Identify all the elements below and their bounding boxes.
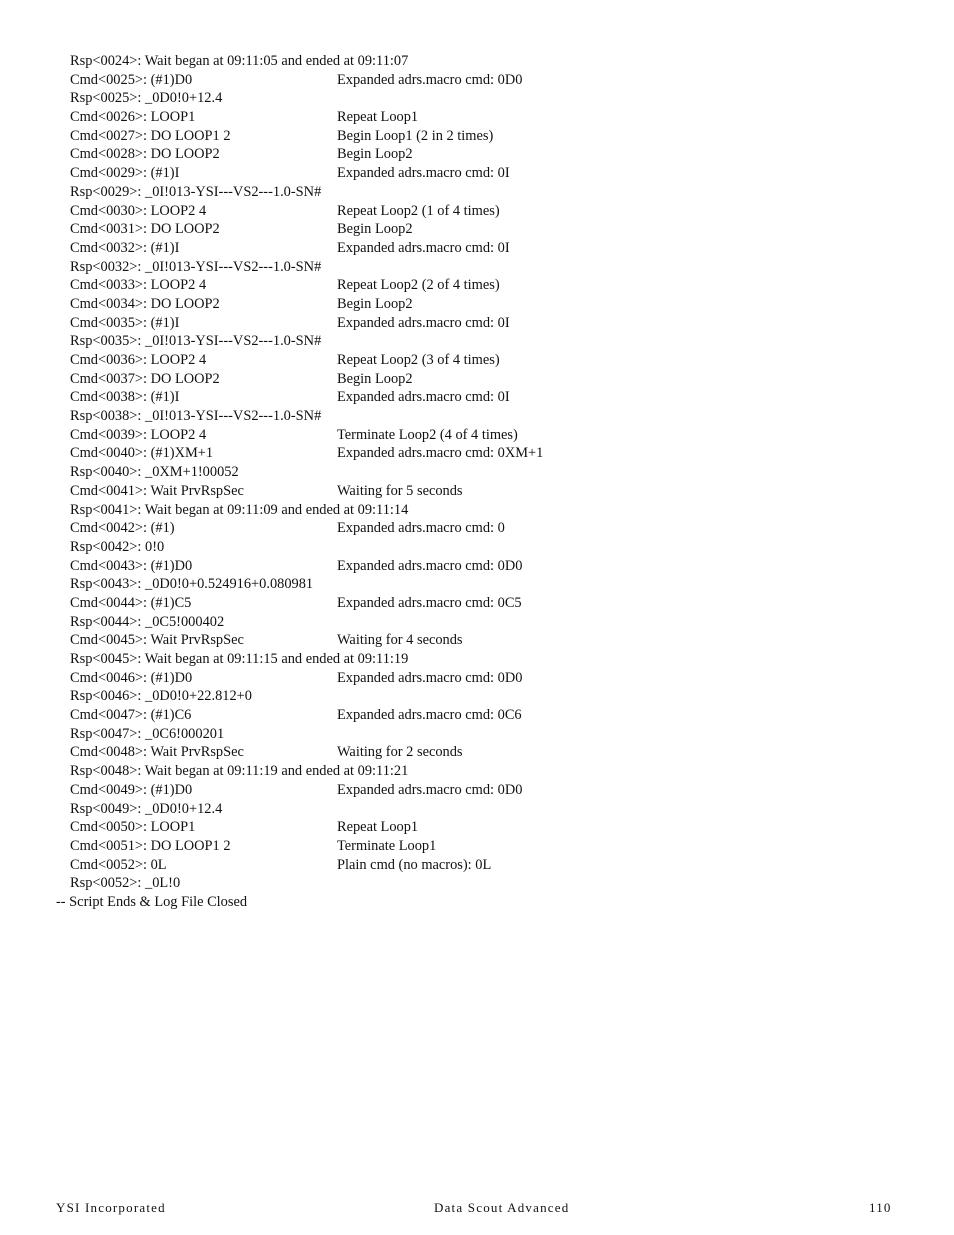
log-line — [0, 482, 954, 501]
log-line-note: Expanded adrs.macro cmd: 0C5 — [337, 594, 522, 611]
log-line — [0, 613, 954, 632]
log-line-note: Waiting for 5 seconds — [337, 482, 463, 499]
footer-company: YSI Incorporated — [56, 1200, 166, 1215]
log-line-note: Waiting for 4 seconds — [337, 632, 463, 649]
log-line — [0, 743, 954, 762]
log-line-text: Rsp<0043>: _0D0!0+0.524916+0.080981 — [70, 576, 314, 593]
log-line-text: Rsp<0048>: Wait began at 09:11:19 and ended at 09:11:21 — [70, 763, 409, 780]
log-line — [0, 594, 954, 613]
log-line-note: Waiting for 2 seconds — [337, 744, 463, 761]
log-line-text: Rsp<0045>: Wait began at 09:11:15 and ended at 09:11:19 — [70, 651, 409, 667]
log-line — [0, 519, 954, 538]
log-line — [0, 650, 954, 669]
log-line — [0, 220, 954, 239]
log-line-note: Terminate Loop1 — [337, 837, 437, 854]
log-line — [0, 258, 954, 277]
log-line-note: Plain cmd (no macros): 0L — [337, 856, 492, 873]
log-line — [0, 501, 954, 520]
log-line-note: Begin Loop2 — [337, 295, 413, 312]
log-line-text: Cmd<0040>: (#1)XM+1 — [70, 445, 214, 462]
log-line — [0, 426, 954, 445]
log-line — [0, 127, 954, 146]
log-line-note: Repeat Loop2 (2 of 4 times) — [337, 277, 500, 294]
log-line — [0, 706, 954, 725]
log-line — [0, 669, 954, 688]
log-line-text: Cmd<0035>: (#1)I — [70, 314, 180, 331]
log-line-text: Rsp<0029>: _0I!013-YSI---VS2---1.0-SN# — [70, 183, 322, 200]
log-line-note: Expanded adrs.macro cmd: 0C6 — [337, 707, 522, 724]
log-line-text: Rsp<0044>: _0C5!000402 — [70, 613, 225, 630]
log-line-note: Expanded adrs.macro cmd: 0I — [337, 165, 510, 182]
log-line-text: Cmd<0048>: Wait PrvRspSec — [70, 744, 244, 761]
log-line — [0, 370, 954, 389]
page-footer — [0, 1198, 954, 1218]
log-line — [0, 856, 954, 875]
log-line-text: Cmd<0045>: Wait PrvRspSec — [70, 632, 244, 649]
log-line — [0, 407, 954, 426]
log-line — [0, 687, 954, 706]
log-line — [0, 89, 954, 108]
log-line-note: Expanded adrs.macro cmd: 0D0 — [337, 71, 523, 88]
log-line-text: Cmd<0049>: (#1)D0 — [70, 781, 193, 798]
log-line-text: Rsp<0046>: _0D0!0+22.812+0 — [70, 688, 252, 705]
log-line-note: Expanded adrs.macro cmd: 0I — [337, 389, 510, 406]
log-line — [0, 874, 954, 893]
log-line-text: Cmd<0038>: (#1)I — [70, 389, 180, 406]
log-line-text: Cmd<0046>: (#1)D0 — [70, 669, 193, 686]
log-line-text: Rsp<0035>: _0I!013-YSI---VS2---1.0-SN# — [70, 333, 322, 350]
footer-product: Data Scout Advanced — [434, 1200, 570, 1215]
log-line — [0, 71, 954, 90]
log-line-note: Begin Loop2 — [337, 146, 413, 163]
log-line-text: Cmd<0037>: DO LOOP2 — [70, 370, 220, 387]
log-line-note: Expanded adrs.macro cmd: 0 — [337, 520, 505, 537]
log-line-text: Cmd<0034>: DO LOOP2 — [70, 295, 220, 312]
log-line-text: Cmd<0042>: (#1) — [70, 520, 175, 537]
log-line — [0, 52, 954, 71]
log-line-text: Rsp<0025>: _0D0!0+12.4 — [70, 90, 223, 107]
log-line-text: Rsp<0040>: _0XM+1!00052 — [70, 464, 239, 481]
log-line-text: Cmd<0030>: LOOP2 4 — [70, 202, 207, 219]
log-line-text: Cmd<0032>: (#1)I — [70, 239, 180, 256]
log-line-note: Expanded adrs.macro cmd: 0XM+1 — [337, 445, 544, 462]
log-line-text: Rsp<0042>: 0!0 — [70, 538, 165, 555]
log-line-text: Cmd<0044>: (#1)C5 — [70, 594, 192, 611]
log-line-note: Repeat Loop1 — [337, 819, 419, 836]
log-line — [0, 332, 954, 351]
log-line-text: Cmd<0051>: DO LOOP1 2 — [70, 837, 231, 854]
log-line — [0, 557, 954, 576]
log-line-text: Rsp<0024>: Wait began at 09:11:05 and ended at 09:11:07 — [70, 53, 409, 69]
log-line-text: Cmd<0033>: LOOP2 4 — [70, 277, 207, 294]
log-line — [0, 202, 954, 221]
log-line-text: Cmd<0052>: 0L — [70, 856, 167, 873]
log-line — [0, 239, 954, 258]
log-line-note: Begin Loop2 — [337, 370, 413, 387]
log-line — [0, 183, 954, 202]
log-line — [0, 276, 954, 295]
log-line — [0, 463, 954, 482]
log-line-note: Repeat Loop2 (1 of 4 times) — [337, 202, 500, 219]
log-line — [0, 314, 954, 333]
log-line — [0, 800, 954, 819]
log-line-text: Cmd<0036>: LOOP2 4 — [70, 352, 207, 368]
log-listing — [0, 52, 954, 912]
log-line — [0, 837, 954, 856]
log-line — [0, 295, 954, 314]
log-line-text: Cmd<0027>: DO LOOP1 2 — [70, 127, 231, 144]
log-line-text: Cmd<0031>: DO LOOP2 — [70, 221, 220, 238]
log-line — [0, 631, 954, 650]
log-line — [0, 538, 954, 557]
log-line-text: Rsp<0038>: _0I!013-YSI---VS2---1.0-SN# — [70, 408, 322, 425]
log-line-text: Cmd<0026>: LOOP1 — [70, 109, 196, 126]
log-line — [0, 781, 954, 800]
log-line — [0, 164, 954, 183]
log-line-text: Cmd<0041>: Wait PrvRspSec — [70, 482, 244, 499]
log-line-note: Expanded adrs.macro cmd: 0D0 — [337, 557, 523, 574]
log-line-text: Rsp<0047>: _0C6!000201 — [70, 725, 225, 742]
log-line — [0, 388, 954, 407]
log-line-note: Repeat Loop2 (3 of 4 times) — [337, 352, 500, 368]
log-line-text: Cmd<0039>: LOOP2 4 — [70, 426, 207, 443]
log-line-text: Rsp<0052>: _0L!0 — [70, 875, 181, 892]
log-line-text: Cmd<0043>: (#1)D0 — [70, 557, 193, 574]
log-line-note: Expanded adrs.macro cmd: 0I — [337, 314, 510, 331]
log-line — [0, 818, 954, 837]
log-line-note: Terminate Loop2 (4 of 4 times) — [337, 426, 518, 443]
log-line-text: Rsp<0049>: _0D0!0+12.4 — [70, 800, 223, 817]
log-line-note: Expanded adrs.macro cmd: 0I — [337, 239, 510, 256]
log-line — [0, 108, 954, 127]
log-line-note: Repeat Loop1 — [337, 109, 419, 126]
log-line-text: Cmd<0029>: (#1)I — [70, 165, 180, 182]
log-line-text: Cmd<0025>: (#1)D0 — [70, 71, 193, 88]
script-end-text: -- Script Ends & Log File Closed — [56, 893, 248, 910]
log-line-note: Expanded adrs.macro cmd: 0D0 — [337, 669, 523, 686]
log-line — [0, 145, 954, 164]
log-line — [0, 575, 954, 594]
log-line-note: Expanded adrs.macro cmd: 0D0 — [337, 781, 523, 798]
log-line-note: Begin Loop1 (2 in 2 times) — [337, 127, 494, 144]
log-line-text: Cmd<0050>: LOOP1 — [70, 819, 196, 836]
log-line-text: Rsp<0041>: Wait began at 09:11:09 and ended at 09:11:14 — [70, 501, 409, 518]
script-end-line — [0, 893, 954, 912]
log-line — [0, 762, 954, 781]
log-line — [0, 351, 954, 370]
log-line-note: Begin Loop2 — [337, 221, 413, 238]
log-line — [0, 725, 954, 744]
log-line-text: Cmd<0047>: (#1)C6 — [70, 707, 192, 724]
log-line-text: Rsp<0032>: _0I!013-YSI---VS2---1.0-SN# — [70, 258, 322, 275]
log-line — [0, 444, 954, 463]
log-line-text: Cmd<0028>: DO LOOP2 — [70, 146, 220, 163]
footer-page-number: 110 — [869, 1200, 892, 1215]
